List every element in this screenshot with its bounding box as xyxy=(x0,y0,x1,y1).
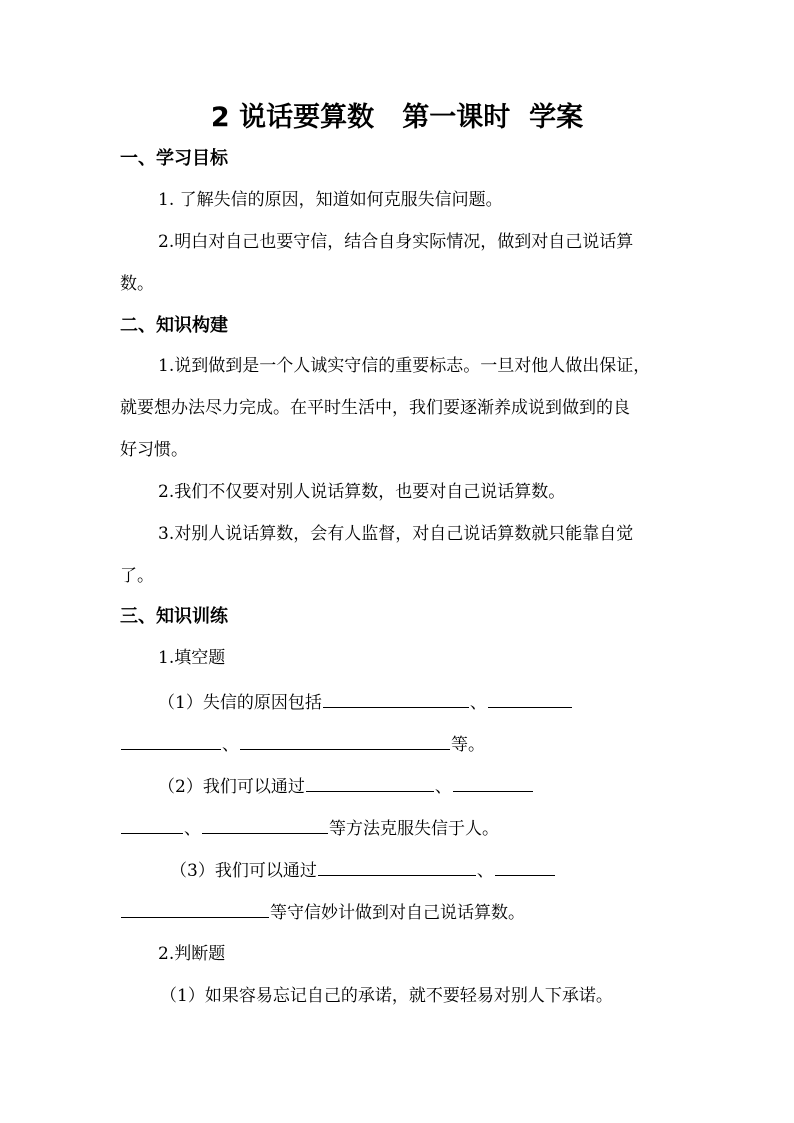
section-heading-knowledge: 二、知识构建 xyxy=(120,315,228,336)
question-text: （3）我们可以通过 xyxy=(170,861,317,881)
section-heading-goals: 一、学习目标 xyxy=(120,148,228,169)
separator: 、 xyxy=(469,693,487,713)
question-text: 等。 xyxy=(451,735,485,755)
section-heading-training: 三、知识训练 xyxy=(120,606,228,627)
knowledge-item-3-line-2: 了。 xyxy=(120,566,154,586)
goal-item-2-line-2: 数。 xyxy=(120,274,154,294)
fill-question-3-line-2 xyxy=(120,899,525,926)
judge-question-1: （1）如果容易忘记自己的承诺，就不要轻易对别人下承诺。 xyxy=(160,986,613,1006)
question-text: 等方法克服失信于人。 xyxy=(329,819,499,839)
separator: 、 xyxy=(184,819,201,839)
answer-blank[interactable] xyxy=(318,857,476,876)
answer-blank[interactable] xyxy=(240,731,450,750)
separator: 、 xyxy=(434,777,452,797)
separator: 、 xyxy=(476,861,494,881)
goal-item-2-line-1: 2.明白对自己也要守信，结合自身实际情况，做到对自己说话算 xyxy=(158,232,634,252)
knowledge-item-3-line-1: 3.对别人说话算数，会有人监督，对自己说话算数就只能靠自觉 xyxy=(158,524,634,544)
knowledge-item-2: 2.我们不仅要对别人说话算数，也要对自己说话算数。 xyxy=(158,482,566,502)
fill-question-2-line-1 xyxy=(158,773,534,800)
fill-blank-heading: 1.填空题 xyxy=(158,648,226,668)
knowledge-item-1-line-3: 好习惯。 xyxy=(120,440,188,460)
answer-blank[interactable] xyxy=(495,857,555,876)
separator: 、 xyxy=(222,735,239,755)
question-text: （1）失信的原因包括 xyxy=(158,693,322,713)
answer-blank[interactable] xyxy=(323,689,469,708)
answer-blank[interactable] xyxy=(453,773,533,792)
knowledge-item-1-line-2: 就要想办法尽力完成。在平时生活中，我们要逐渐养成说到做到的良 xyxy=(120,398,630,418)
answer-blank[interactable] xyxy=(121,731,221,750)
fill-question-2-line-2 xyxy=(120,815,499,842)
answer-blank[interactable] xyxy=(121,899,269,918)
fill-question-1-line-2 xyxy=(120,731,485,758)
answer-blank[interactable] xyxy=(488,689,572,708)
page-title: 2 说话要算数 第一课时 学案 xyxy=(210,102,584,133)
fill-question-3-line-1 xyxy=(170,857,556,884)
judge-heading: 2.判断题 xyxy=(158,944,226,964)
answer-blank[interactable] xyxy=(121,815,183,834)
knowledge-item-1-line-1: 1.说到做到是一个人诚实守信的重要标志。一旦对他人做出保证， xyxy=(158,356,651,376)
goal-item-1: 1. 了解失信的原因，知道如何克服失信问题。 xyxy=(158,190,503,210)
answer-blank[interactable] xyxy=(202,815,328,834)
fill-question-1-line-1 xyxy=(158,689,573,716)
answer-blank[interactable] xyxy=(306,773,434,792)
question-text: （2）我们可以通过 xyxy=(158,777,305,797)
question-text: 等守信妙计做到对自己说话算数。 xyxy=(270,903,525,923)
